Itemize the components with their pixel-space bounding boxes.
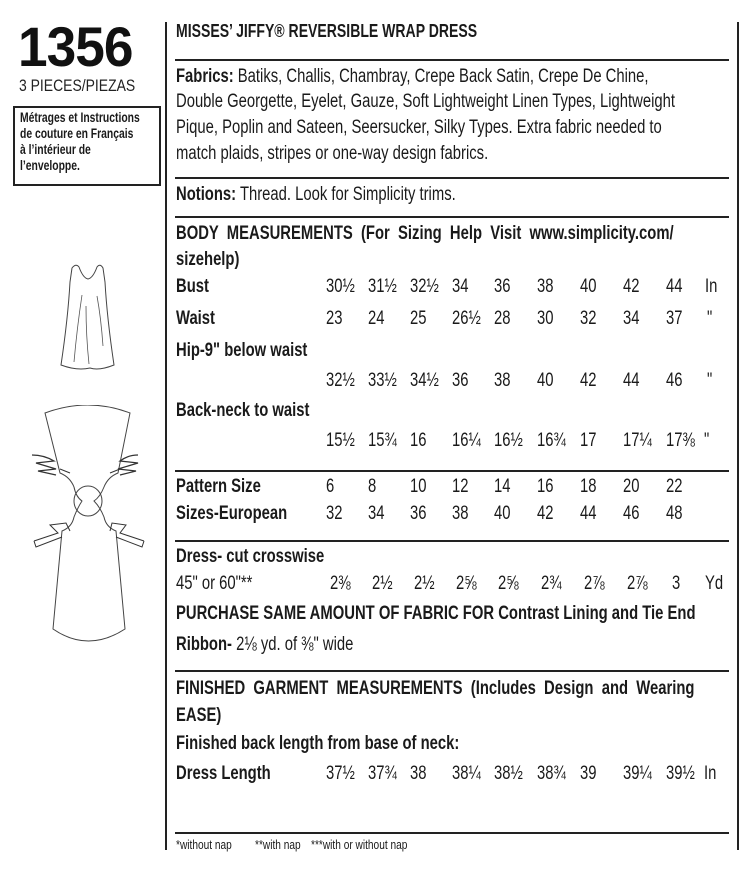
value-cell: 2⅝ [498,573,519,594]
value-cell: 25 [410,308,427,329]
value-cell: 42 [623,276,640,297]
value-cell: 39 [580,763,597,784]
value-cell: 10 [410,476,427,497]
value-cell: 30 [537,308,554,329]
value-cell: 46 [666,370,683,391]
french-instructions-box [13,106,161,186]
value-cell: 17⅜ [666,430,695,451]
value-cell: 34½ [410,370,439,391]
value-cell: 40 [494,503,511,524]
french-note-line: l’enveloppe. [20,157,80,173]
purchase-items: Contrast Lining and Tie End [498,603,696,624]
value-cell: 40 [580,276,597,297]
value-cell: 16¾ [537,430,566,451]
ribbon-label: Ribbon- [176,634,232,655]
value-cell: 28 [494,308,511,329]
value-cell: 39½ [666,763,695,784]
row-label-pattern-size: Pattern Size [176,476,261,497]
body-measurements-header: sizehelp) [176,249,240,270]
value-cell: 38¾ [537,763,566,784]
value-cell: 16 [537,476,554,497]
value-cell: 33½ [368,370,397,391]
fabrics-line [176,66,649,88]
finished-subheader: Finished back length from base of neck: [176,733,460,754]
notions-label: Notions: [176,184,237,205]
value-cell: 38 [452,503,469,524]
unit-cell: Yd [705,573,724,594]
value-cell: 2⅞ [584,573,605,594]
value-cell: 14 [494,476,511,497]
ribbon-text: 2⅛ yd. of ⅜" wide [231,634,354,655]
value-cell: 2½ [372,573,393,594]
value-cell: 34 [623,308,640,329]
footnote: **with nap [255,837,301,852]
unit-cell: " [707,308,713,329]
divider [175,832,729,834]
value-cell: 26½ [452,308,481,329]
value-cell: 18 [580,476,597,497]
unit-cell: " [707,370,713,391]
value-cell: 24 [368,308,385,329]
row-label-back-neck: Back-neck to waist [176,400,310,421]
purchase-label: PURCHASE SAME AMOUNT OF FABRIC FOR [176,603,499,624]
value-cell: 31½ [368,276,397,297]
right-border [737,22,739,850]
unit-cell: " [704,430,710,451]
value-cell: 20 [623,476,640,497]
value-cell: 40 [537,370,554,391]
value-cell: 16¼ [452,430,481,451]
flat-pattern-view-icon [30,405,150,645]
value-cell: 2¾ [541,573,562,594]
value-cell: 2⅝ [456,573,477,594]
value-cell: 37¾ [368,763,397,784]
pattern-title: MISSES’ JIFFY® REVERSIBLE WRAP DRESS [176,21,478,41]
front-view-dress-icon [55,258,125,378]
view-label: Dress- cut crosswise [176,546,325,567]
value-cell: 16 [410,430,427,451]
value-cell: 36 [410,503,427,524]
left-border [165,22,167,850]
footnote: *without nap [176,837,232,852]
divider [175,540,729,542]
fabrics-line: Pique, Poplin and Sateen, Seersucker, Silky Types. Extra fabric needed to [176,117,662,138]
row-label-dress-length: Dress Length [176,763,271,784]
value-cell: 48 [666,503,683,524]
divider [175,470,729,472]
value-cell: 22 [666,476,683,497]
value-cell: 36 [452,370,469,391]
value-cell: 23 [326,308,343,329]
value-cell: 32½ [410,276,439,297]
divider [175,177,729,179]
value-cell: 44 [623,370,640,391]
footnote: ***with or without nap [311,837,408,852]
value-cell: 46 [623,503,640,524]
pieces-count: 3 PIECES/PIEZAS [19,76,136,95]
fabrics-line: match plaids, stripes or one-way design fabrics. [176,143,489,164]
value-cell: 37½ [326,763,355,784]
french-note-line: à l’intérieur de [20,141,91,157]
value-cell: 38 [494,370,511,391]
fabrics-label: Fabrics: [176,66,234,87]
value-cell: 37 [666,308,683,329]
value-cell: 2⅞ [627,573,648,594]
value-cell: 2⅜ [330,573,351,594]
notions-text: Thread. Look for Simplicity trims. [236,184,456,205]
value-cell: 38½ [494,763,523,784]
value-cell: 15¾ [368,430,397,451]
row-label-hip: Hip-9" below waist [176,340,308,361]
ribbon-line [176,634,353,656]
body-measurements-header: BODY MEASUREMENTS (For Sizing Help Visit www.simplicity.com/ [176,223,674,244]
notions-line [176,184,456,206]
french-note-line: Métrages et Instructions [20,109,140,125]
divider [175,216,729,218]
value-cell: 34 [452,276,469,297]
value-cell: 6 [326,476,335,497]
value-cell: 16½ [494,430,523,451]
value-cell: 32½ [326,370,355,391]
value-cell: 8 [368,476,377,497]
divider [175,59,729,61]
value-cell: 30½ [326,276,355,297]
value-cell: 3 [672,573,681,594]
divider [175,670,729,672]
value-cell: 32 [580,308,597,329]
value-cell: 42 [537,503,554,524]
fabrics-text: Batiks, Challis, Chambray, Crepe Back Satin, Crepe De Chine, [233,66,649,87]
value-cell: 12 [452,476,469,497]
pattern-number: 1356 [18,15,133,78]
french-note-line: de couture en Français [20,125,134,141]
row-label-waist: Waist [176,308,215,329]
value-cell: 17¼ [623,430,652,451]
purchase-line [176,603,696,625]
value-cell: 17 [580,430,597,451]
value-cell: 2½ [414,573,435,594]
row-label-fabric-width: 45" or 60"** [176,573,253,594]
value-cell: 32 [326,503,343,524]
value-cell: 38 [410,763,427,784]
value-cell: 38¼ [452,763,481,784]
value-cell: 36 [494,276,511,297]
value-cell: 34 [368,503,385,524]
value-cell: 42 [580,370,597,391]
value-cell: 44 [666,276,683,297]
value-cell: 39¼ [623,763,652,784]
unit-cell: In [704,763,717,784]
fabrics-line: Double Georgette, Eyelet, Gauze, Soft Lightweight Linen Types, Lightweight [176,91,675,112]
value-cell: 38 [537,276,554,297]
finished-measurements-header: FINISHED GARMENT MEASUREMENTS (Includes Design and Wearing [176,678,695,699]
finished-measurements-header: EASE) [176,705,222,726]
row-label-sizes-european: Sizes-European [176,503,288,524]
value-cell: 15½ [326,430,355,451]
value-cell: 44 [580,503,597,524]
row-label-bust: Bust [176,276,209,297]
unit-cell: In [705,276,718,297]
